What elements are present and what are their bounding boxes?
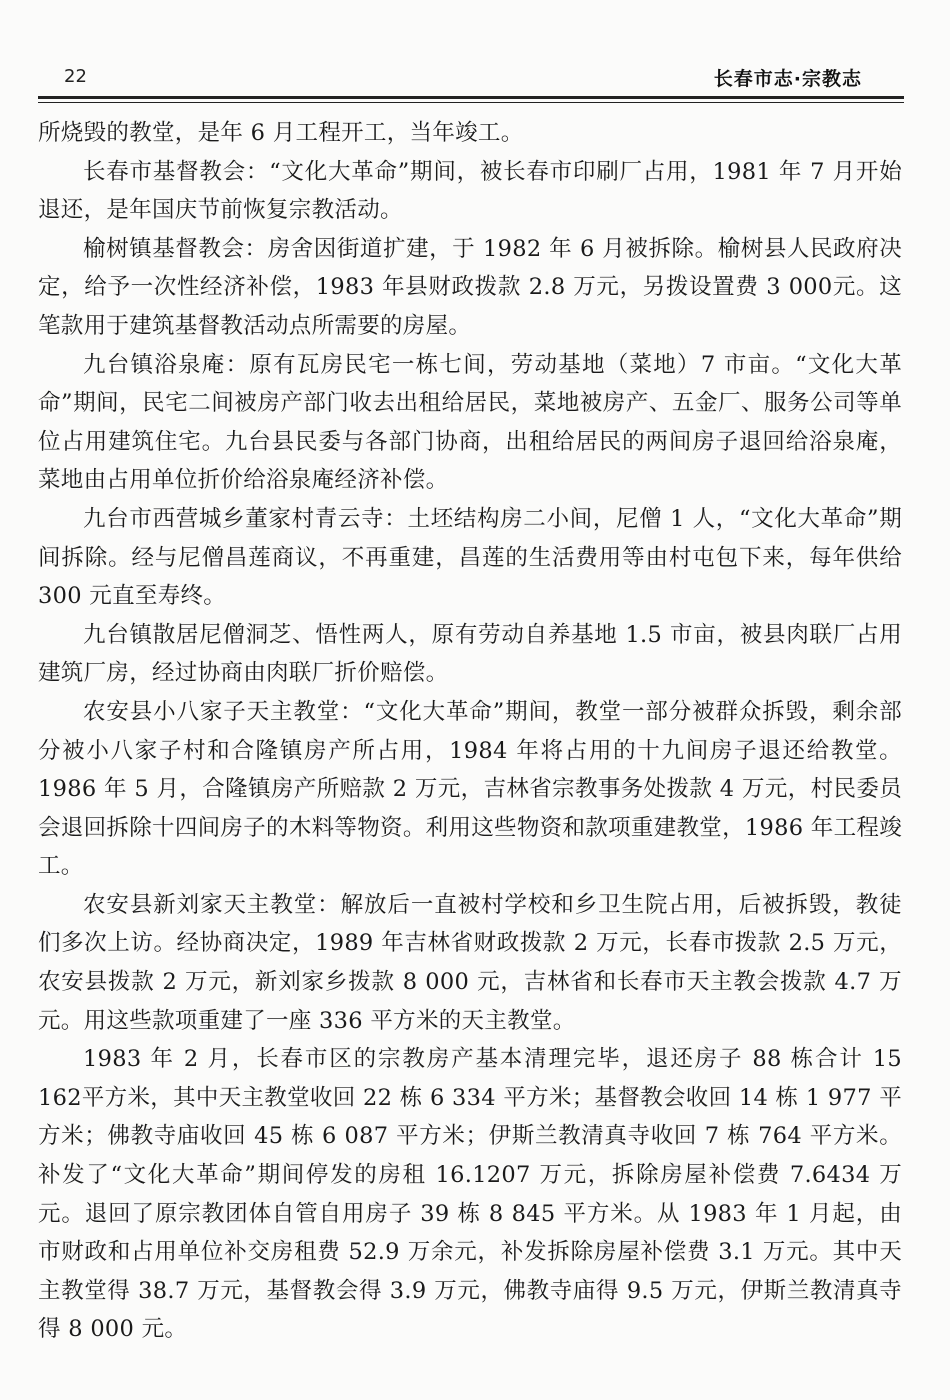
- paragraph: 长春市基督教会：“文化大革命”期间，被长春市印刷厂占用，1981 年 7 月开始退还，是年国庆节前恢复宗教活动。: [38, 158, 902, 224]
- paragraph: 农安县新刘家天主教堂：解放后一直被村学校和乡卫生院占用，后被拆毁，教徒们多次上访。经协商决定，1989 年吉林省财政拨款 2 万元，长春市拨款 2.5 万元，农安县拨款 2 万元，新刘家乡拨款 8 000 元，吉林省和长春市天主教会拨款 4.7 万元。用这些款项重建了一座 336 平方米的天主教堂。: [38, 891, 902, 1034]
- paragraph: 1983 年 2 月，长春市区的宗教房产基本清理完毕，退还房子 88 栋合计 15 162平方米，其中天主教堂收回 22 栋 6 334 平方米；基督教会收回 14 栋 1 977 平方米；佛教寺庙收回 45 栋 6 087 平方米；伊斯兰教清真寺收回 7 栋 764 平方米。补发了“文化大革命”期间停发的房租 16.1207 万元，拆除房屋补偿费 7.6434 万元。退回了原宗教团体自管自用房子 39 栋 8 845 平方米。从 1983 年 1 月起，由市财政和占用单位补交房租费 52.9 万余元，补发拆除房屋补偿费 3.1 万元。其中天主教堂得 38.7 万元，基督教会得 3.9 万元，佛教寺庙得 9.5 万元，伊斯兰教清真寺得 8 000 元。: [38, 1046, 902, 1343]
- paragraph: 所烧毁的教堂，是年 6 月工程开工，当年竣工。: [38, 120, 524, 146]
- paragraph: 九台市西营城乡董家村青云寺：土坯结构房二小间，尼僧 1 人，“文化大革命”期间拆除。经与尼僧昌莲商议，不再重建，昌莲的生活费用等由村屯包下来，每年供给 300 元直至寿终。: [38, 505, 902, 610]
- header-rule-thick: [38, 96, 904, 99]
- paragraph: 榆树镇基督教会：房舍因街道扩建，于 1982 年 6 月被拆除。榆树县人民政府决定，给予一次性经济补偿，1983 年县财政拨款 2.8 万元，另拨设置费 3 000元。这笔款用于建筑基督教活动点所需要的房屋。: [38, 235, 902, 339]
- page-number: 22: [64, 66, 87, 87]
- paragraph: 九台镇散居尼僧洞芝、悟性两人，原有劳动自养基地 1.5 市亩，被县肉联厂占用建筑厂房，经过协商由肉联厂折价赔偿。: [38, 621, 902, 687]
- page-header: [38, 62, 904, 96]
- paragraph: 农安县小八家子天主教堂：“文化大革命”期间，教堂一部分被群众拆毁，剩余部分被小八家子村和合隆镇房产所占用，1984 年将占用的十九间房子退还给教堂。1986 年 5 月，合隆镇房产所赔款 2 万元，吉林省宗教事务处拨款 4 万元，村民委员会退回拆除十四间房子的木料等物资。利用这些物资和款项重建教堂，1986 年工程竣工。: [38, 698, 902, 880]
- header-rule-thin: [38, 102, 904, 103]
- body-text: [38, 114, 902, 1349]
- paragraph: 九台镇浴泉庵：原有瓦房民宅一栋七间，劳动基地（菜地）7 市亩。“文化大革命”期间，民宅二间被房产部门收去出租给居民，菜地被房产、五金厂、服务公司等单位占用建筑住宅。九台县民委与各部门协商，出租给居民的两间房子退回给浴泉庵，菜地由占用单位折价给浴泉庵经济补偿。: [38, 351, 902, 494]
- running-title: 长春市志·宗教志: [713, 68, 862, 90]
